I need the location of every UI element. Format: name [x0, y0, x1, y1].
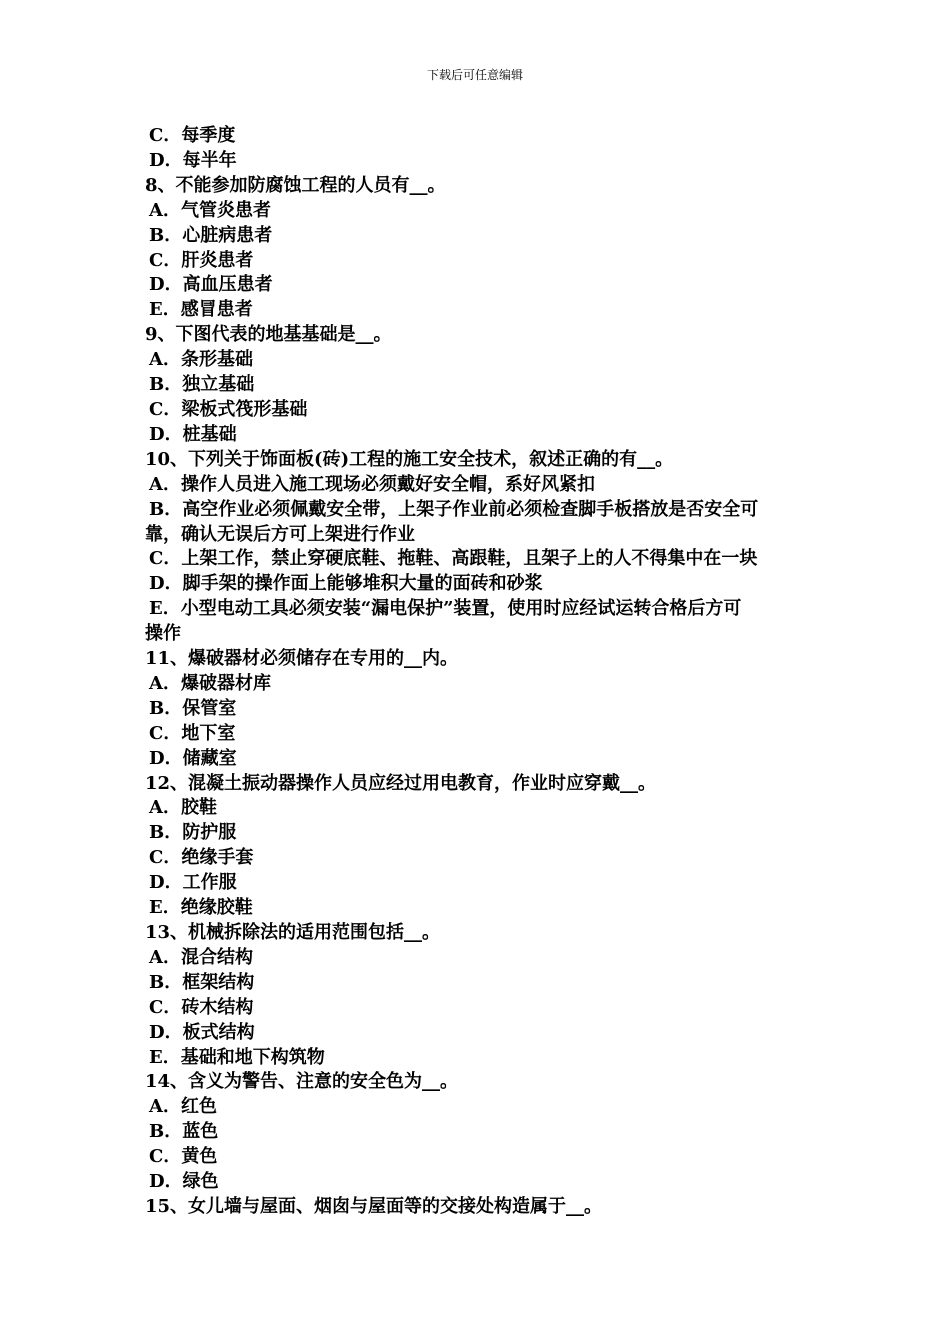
answer-option: D．桩基础 [149, 423, 237, 445]
question-text: 12、混凝土振动器操作人员应经过用电教育，作业时应穿戴__。 [145, 772, 657, 794]
answer-option: D．板式结构 [149, 1021, 255, 1043]
answer-option: A．条形基础 [149, 349, 253, 371]
answer-option: B．框架结构 [149, 971, 255, 993]
answer-option: C．地下室 [149, 722, 236, 744]
question-text: 8、不能参加防腐蚀工程的人员有__。 [145, 174, 446, 196]
answer-option: C．黄色 [149, 1146, 218, 1168]
answer-option: C．梁板式筏形基础 [149, 398, 308, 420]
answer-option: C．肝炎患者 [149, 249, 254, 271]
question-text: 15、女儿墙与屋面、烟囱与屋面等的交接处构造属于__。 [145, 1195, 603, 1217]
question-list [145, 124, 810, 1220]
answer-option: B．防护服 [149, 822, 237, 844]
answer-option-continuation: 靠，确认无误后方可上架进行作业 [145, 523, 415, 545]
answer-option: A．混合结构 [149, 946, 253, 968]
answer-option: A．红色 [149, 1096, 217, 1118]
answer-option: A．操作人员进入施工现场必须戴好安全帽，系好风紧扣 [149, 473, 595, 495]
answer-option: D．高血压患者 [149, 274, 273, 296]
question-text: 9、下图代表的地基基础是__。 [145, 324, 392, 346]
answer-option: B．保管室 [149, 697, 237, 719]
answer-option: D．脚手架的操作面上能够堆积大量的面砖和砂浆 [149, 573, 543, 595]
question-text: 13、机械拆除法的适用范围包括__。 [145, 922, 441, 943]
answer-option: D．绿色 [149, 1171, 219, 1193]
answer-option: A．胶鞋 [149, 797, 217, 819]
answer-option: E．感冒患者 [149, 299, 253, 321]
answer-option-continuation: 操作 [145, 623, 181, 645]
answer-option: C．每季度 [149, 125, 236, 146]
question-text: 14、含义为警告、注意的安全色为__。 [145, 1071, 459, 1093]
answer-option: E．绝缘胶鞋 [149, 897, 253, 919]
question-text: 11、爆破器材必须储存在专用的__内。 [145, 648, 459, 670]
answer-option: D．储藏室 [149, 747, 237, 769]
answer-option: E．基础和地下构筑物 [149, 1046, 325, 1068]
answer-option: B．蓝色 [149, 1121, 219, 1143]
answer-option: E．小型电动工具必须安装“漏电保护”装置，使用时应经试运转合格后方可 [149, 598, 742, 620]
answer-option: D．工作服 [149, 872, 237, 894]
answer-option: C．上架工作，禁止穿硬底鞋、拖鞋、高跟鞋，且架子上的人不得集中在一块 [149, 548, 758, 570]
answer-option: C．砖木结构 [149, 996, 254, 1018]
answer-option: B．高空作业必须佩戴安全带，上架子作业前必须检查脚手板搭放是否安全可 [149, 498, 759, 520]
page-header: 下载后可任意编辑 [426, 68, 523, 82]
answer-option: D．每半年 [149, 149, 237, 171]
answer-option: B．独立基础 [149, 374, 255, 396]
answer-option: C．绝缘手套 [149, 847, 254, 869]
answer-option: A．爆破器材库 [149, 672, 271, 694]
answer-option: B．心脏病患者 [149, 224, 273, 246]
answer-option: A．气管炎患者 [149, 199, 271, 221]
question-text: 10、下列关于饰面板(砖)工程的施工安全技术，叙述正确的有__。 [145, 448, 674, 470]
